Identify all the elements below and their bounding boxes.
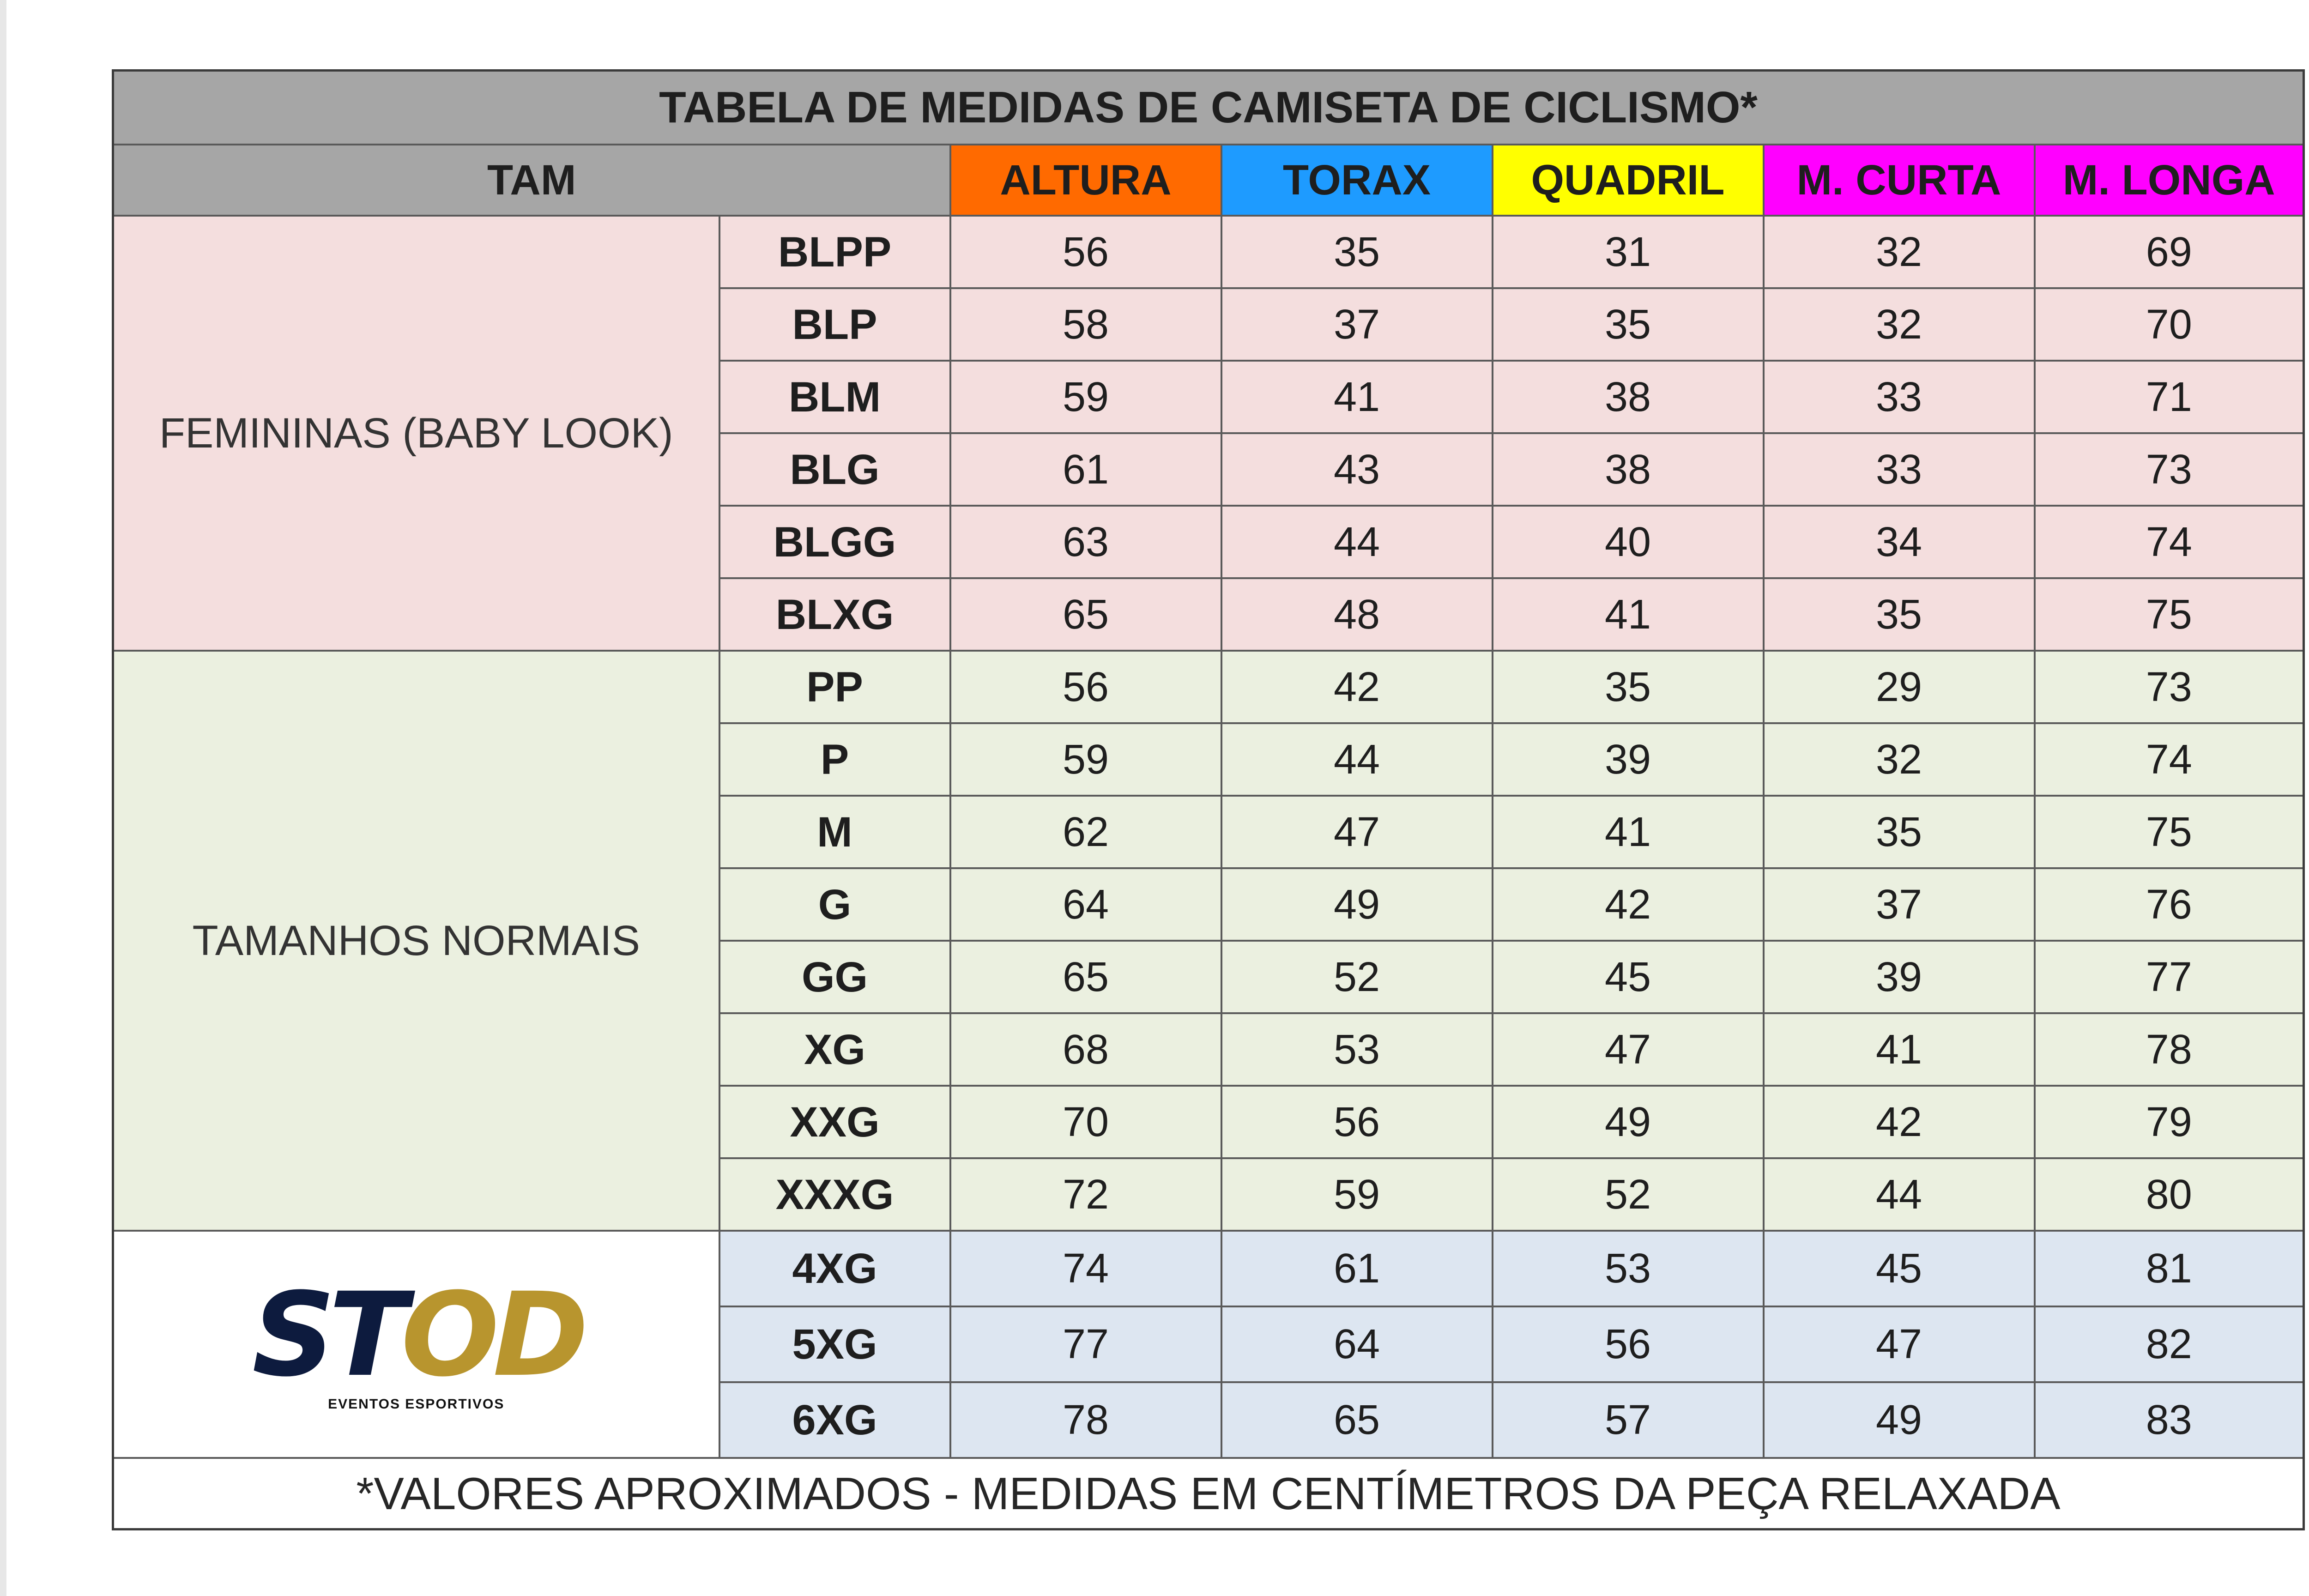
brand-logo-cell [113,1231,719,1458]
quadril-cell: 41 [1493,796,1764,868]
m-curta-cell: 45 [1764,1231,2035,1306]
header-torax: TORAX [1221,145,1493,216]
altura-cell: 72 [950,1158,1221,1231]
m-longa-cell: 73 [2035,433,2304,506]
m-curta-cell: 39 [1764,941,2035,1013]
torax-cell: 35 [1221,216,1493,288]
altura-cell: 61 [950,433,1221,506]
quadril-cell: 56 [1493,1306,1764,1382]
quadril-cell: 38 [1493,361,1764,433]
quadril-cell: 39 [1493,723,1764,796]
altura-cell: 77 [950,1306,1221,1382]
altura-cell: 56 [950,651,1221,723]
torax-cell: 65 [1221,1382,1493,1458]
altura-cell: 58 [950,288,1221,361]
header-tam: TAM [113,145,950,216]
altura-cell: 68 [950,1013,1221,1086]
m-curta-cell: 44 [1764,1158,2035,1231]
size-cell: BLM [719,361,950,433]
size-cell: PP [719,651,950,723]
size-cell: BLP [719,288,950,361]
quadril-cell: 45 [1493,941,1764,1013]
size-cell: BLXG [719,578,950,651]
altura-cell: 59 [950,723,1221,796]
m-curta-cell: 35 [1764,796,2035,868]
m-curta-cell: 29 [1764,651,2035,723]
quadril-cell: 52 [1493,1158,1764,1231]
size-cell: 4XG [719,1231,950,1306]
altura-cell: 78 [950,1382,1221,1458]
size-cell: BLGG [719,506,950,578]
altura-cell: 65 [950,578,1221,651]
m-longa-cell: 79 [2035,1086,2304,1158]
torax-cell: 64 [1221,1306,1493,1382]
m-curta-cell: 33 [1764,361,2035,433]
table-row [113,1231,2304,1306]
size-cell: XG [719,1013,950,1086]
m-curta-cell: 35 [1764,578,2035,651]
size-cell: P [719,723,950,796]
table-row [113,216,2304,288]
torax-cell: 59 [1221,1158,1493,1231]
size-cell: G [719,868,950,941]
m-longa-cell: 83 [2035,1382,2304,1458]
size-cell: BLG [719,433,950,506]
table-row [113,651,2304,723]
size-cell: BLPP [719,216,950,288]
m-curta-cell: 32 [1764,216,2035,288]
torax-cell: 44 [1221,723,1493,796]
table-title: TABELA DE MEDIDAS DE CAMISETA DE CICLISMO* [113,71,2304,145]
header-quadril: QUADRIL [1493,145,1764,216]
m-longa-cell: 75 [2035,796,2304,868]
m-curta-cell: 32 [1764,723,2035,796]
m-longa-cell: 69 [2035,216,2304,288]
m-longa-cell: 77 [2035,941,2304,1013]
m-curta-cell: 33 [1764,433,2035,506]
altura-cell: 63 [950,506,1221,578]
torax-cell: 52 [1221,941,1493,1013]
group-label: FEMININAS (BABY LOOK) [113,216,719,651]
m-longa-cell: 71 [2035,361,2304,433]
m-longa-cell: 82 [2035,1306,2304,1382]
quadril-cell: 40 [1493,506,1764,578]
m-curta-cell: 37 [1764,868,2035,941]
size-cell: XXG [719,1086,950,1158]
header-m-curta: M. CURTA [1764,145,2035,216]
m-longa-cell: 73 [2035,651,2304,723]
quadril-cell: 57 [1493,1382,1764,1458]
logo-subtitle: EVENTOS ESPORTIVOS [328,1396,505,1412]
altura-cell: 64 [950,868,1221,941]
altura-cell: 56 [950,216,1221,288]
size-cell: XXXG [719,1158,950,1231]
m-curta-cell: 41 [1764,1013,2035,1086]
group-label: TAMANHOS NORMAIS [113,651,719,1231]
altura-cell: 62 [950,796,1221,868]
torax-cell: 49 [1221,868,1493,941]
quadril-cell: 53 [1493,1231,1764,1306]
size-cell: M [719,796,950,868]
torax-cell: 43 [1221,433,1493,506]
torax-cell: 42 [1221,651,1493,723]
m-longa-cell: 75 [2035,578,2304,651]
size-cell: 5XG [719,1306,950,1382]
header-altura: ALTURA [950,145,1221,216]
size-cell: GG [719,941,950,1013]
size-cell: 6XG [719,1382,950,1458]
altura-cell: 65 [950,941,1221,1013]
torax-cell: 53 [1221,1013,1493,1086]
quadril-cell: 41 [1493,578,1764,651]
logo-wordmark: S T O D [252,1268,580,1402]
m-curta-cell: 47 [1764,1306,2035,1382]
m-longa-cell: 78 [2035,1013,2304,1086]
torax-cell: 47 [1221,796,1493,868]
torax-cell: 61 [1221,1231,1493,1306]
altura-cell: 70 [950,1086,1221,1158]
quadril-cell: 35 [1493,288,1764,361]
torax-cell: 56 [1221,1086,1493,1158]
stod-logo [160,1243,672,1446]
quadril-cell: 42 [1493,868,1764,941]
altura-cell: 74 [950,1231,1221,1306]
quadril-cell: 31 [1493,216,1764,288]
m-longa-cell: 74 [2035,506,2304,578]
altura-cell: 59 [950,361,1221,433]
quadril-cell: 35 [1493,651,1764,723]
torax-cell: 37 [1221,288,1493,361]
m-curta-cell: 42 [1764,1086,2035,1158]
torax-cell: 41 [1221,361,1493,433]
torax-cell: 44 [1221,506,1493,578]
m-curta-cell: 34 [1764,506,2035,578]
footer-note: *VALORES APROXIMADOS - MEDIDAS EM CENTÍMETROS DA PEÇA RELAXADA [113,1458,2304,1530]
m-longa-cell: 80 [2035,1158,2304,1231]
header-m-longa: M. LONGA [2035,145,2304,216]
m-longa-cell: 70 [2035,288,2304,361]
m-longa-cell: 81 [2035,1231,2304,1306]
m-longa-cell: 74 [2035,723,2304,796]
size-chart-table [112,69,2305,1530]
quadril-cell: 49 [1493,1086,1764,1158]
quadril-cell: 47 [1493,1013,1764,1086]
left-edge [0,0,6,1596]
m-curta-cell: 32 [1764,288,2035,361]
m-longa-cell: 76 [2035,868,2304,941]
quadril-cell: 38 [1493,433,1764,506]
m-curta-cell: 49 [1764,1382,2035,1458]
torax-cell: 48 [1221,578,1493,651]
